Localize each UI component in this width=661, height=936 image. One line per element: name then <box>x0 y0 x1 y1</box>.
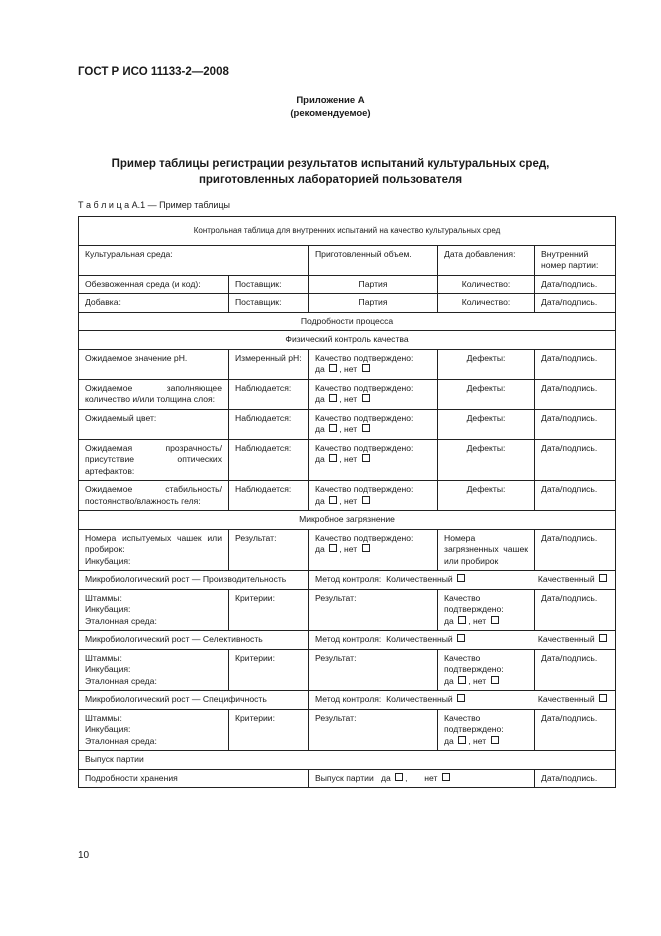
supplier-label: Поставщик: <box>229 275 309 294</box>
no-label: нет <box>472 675 487 686</box>
batch-release-cell: Выпуск партии да , нет <box>309 769 535 788</box>
table-row <box>79 481 616 511</box>
quality-confirmed-label: Качество подтверждено: <box>444 712 504 734</box>
qualitative-label: Качественный <box>537 574 595 584</box>
table-header-row <box>79 217 616 246</box>
physical-control-header: Физический контроль качества <box>79 331 616 350</box>
internal-batch-label: Внутренний номер партии: <box>535 245 616 275</box>
table-header: Контрольная таблица для внутренних испытаний на качество культуральных сред <box>79 217 616 246</box>
yes-label: да <box>444 615 454 626</box>
table-row <box>79 631 616 650</box>
culture-medium-label: Культуральная среда: <box>79 245 309 275</box>
date-sign-label: Дата/подпись. <box>535 481 616 511</box>
no-label: нет <box>343 364 358 374</box>
control-method-label: Метод контроля: <box>315 694 382 704</box>
yes-checkbox[interactable] <box>329 364 337 372</box>
observed-label: Наблюдается: <box>229 409 309 439</box>
quantitative-checkbox[interactable] <box>457 694 465 702</box>
dehydrated-medium-label: Обезвоженная среда (и код): <box>79 275 229 294</box>
yes-checkbox[interactable] <box>458 676 466 684</box>
batch-release-label: Выпуск партии <box>79 751 616 770</box>
page-number: 10 <box>78 850 90 861</box>
qualitative-label: Качественный <box>537 694 595 704</box>
quantitative-label: Количественный <box>386 574 453 584</box>
observed-label: Наблюдается: <box>229 481 309 511</box>
date-sign-label: Дата/подпись. <box>535 649 616 691</box>
yes-checkbox[interactable] <box>329 424 337 432</box>
control-method-label: Метод контроля: <box>315 574 382 584</box>
date-sign-label: Дата/подпись. <box>535 275 616 294</box>
date-sign-label: Дата/подпись. <box>535 379 616 409</box>
table-row <box>79 275 616 294</box>
control-method-cell <box>309 691 616 710</box>
no-label: нет <box>424 772 438 783</box>
expected-transparency-label: Ожидаемая прозрачность/присутствие оптических артефактов: <box>79 439 229 481</box>
microbial-contamination-header: Микробное загрязнение <box>79 511 616 530</box>
no-checkbox[interactable] <box>491 616 499 624</box>
expected-ph-label: Ожидаемое значение pH. <box>79 349 229 379</box>
date-sign-label: Дата/подпись. <box>535 439 616 481</box>
appendix-type: (рекомендуемое) <box>290 108 371 119</box>
date-sign-label: Дата/подпись. <box>535 349 616 379</box>
yes-checkbox[interactable] <box>329 544 337 552</box>
batch-label: Партия <box>309 294 438 313</box>
qualitative-checkbox[interactable] <box>599 694 607 702</box>
control-method-label: Метод контроля: <box>315 634 382 644</box>
yes-label: да <box>315 454 325 464</box>
quantity-label: Количество: <box>438 275 535 294</box>
document-code: ГОСТ Р ИСО 11133-2—2008 <box>78 66 229 78</box>
qualitative-checkbox[interactable] <box>599 574 607 582</box>
strains-label: Штаммы: Инкубация: Эталонная среда: <box>79 649 229 691</box>
result-label: Результат: <box>309 589 438 631</box>
no-label: нет <box>472 615 487 626</box>
contaminated-plates-label: Номера загрязненных чашек или пробирок <box>438 529 535 571</box>
quality-confirmed-label: Качество подтверждено: <box>444 652 504 674</box>
observed-label: Наблюдается: <box>229 439 309 481</box>
criteria-label: Критерии: <box>229 589 309 631</box>
observed-label: Наблюдается: <box>229 379 309 409</box>
table-row <box>79 589 616 631</box>
yes-checkbox[interactable] <box>458 616 466 624</box>
date-sign-label: Дата/подпись. <box>535 529 616 571</box>
measured-ph-label: Измеренный pH: <box>229 349 309 379</box>
date-sign-label: Дата/подпись. <box>535 409 616 439</box>
table-row <box>79 294 616 313</box>
qualitative-checkbox[interactable] <box>599 634 607 642</box>
yes-label: да <box>444 735 454 746</box>
title-line-2: приготовленных лабораторией пользователя <box>198 174 463 186</box>
strains-label: Штаммы: Инкубация: Эталонная среда: <box>79 589 229 631</box>
table-row <box>79 529 616 571</box>
quality-confirmed-label: Качество подтверждено: <box>444 592 504 614</box>
no-checkbox[interactable] <box>362 496 370 504</box>
no-checkbox[interactable] <box>362 424 370 432</box>
quantitative-label: Количественный <box>386 634 453 644</box>
table-row <box>79 691 616 710</box>
date-sign-label: Дата/подпись. <box>535 294 616 313</box>
strains-label: Штаммы: Инкубация: Эталонная среда: <box>79 709 229 751</box>
growth-selectivity-label: Микробиологический рост — Селективность <box>79 631 309 650</box>
no-label: нет <box>472 735 487 746</box>
supplement-label: Добавка: <box>79 294 229 313</box>
no-checkbox[interactable] <box>491 736 499 744</box>
qc-registration-table <box>78 216 616 788</box>
quality-confirmed-cell: Качество подтверждено: да , нет <box>438 709 535 751</box>
table-row <box>79 439 616 481</box>
table-row <box>79 245 616 275</box>
title-line-1: Пример таблицы регистрации результатов испытаний культуральных сред, <box>111 158 550 170</box>
yes-checkbox[interactable] <box>329 394 337 402</box>
yes-label: да <box>315 424 325 434</box>
quality-confirmed-cell: Качество подтверждено: да , нет <box>309 481 438 511</box>
date-sign-label: Дата/подпись. <box>535 589 616 631</box>
quantitative-checkbox[interactable] <box>457 634 465 642</box>
table-row <box>79 769 616 788</box>
result-label: Результат: <box>309 649 438 691</box>
no-label: нет <box>343 544 358 554</box>
no-checkbox[interactable] <box>362 394 370 402</box>
table-row <box>79 571 616 590</box>
defects-label: Дефекты: <box>438 409 535 439</box>
expected-fill-label: Ожидаемое заполняющее количество и/или толщина слоя: <box>79 379 229 409</box>
no-label: нет <box>343 424 358 434</box>
defects-label: Дефекты: <box>438 379 535 409</box>
table-caption: Т а б л и ц а А.1 — Пример таблицы <box>78 200 230 210</box>
supplier-label: Поставщик: <box>229 294 309 313</box>
release-yes-checkbox[interactable] <box>395 773 403 781</box>
quality-confirmed-cell: Качество подтверждено: да , нет <box>438 589 535 631</box>
defects-label: Дефекты: <box>438 439 535 481</box>
yes-checkbox[interactable] <box>329 454 337 462</box>
quantitative-label: Количественный <box>386 694 453 704</box>
section-row <box>79 331 616 350</box>
quality-confirmed-label: Качество подтверждено: <box>315 382 414 393</box>
date-sign-label: Дата/подпись. <box>535 769 616 788</box>
criteria-label: Критерии: <box>229 709 309 751</box>
quality-confirmed-cell: Качество подтверждено: да , нет <box>309 349 438 379</box>
yes-label: да <box>315 544 325 554</box>
no-label: нет <box>343 454 358 464</box>
control-method-cell <box>309 571 616 590</box>
table-row <box>79 349 616 379</box>
no-checkbox[interactable] <box>362 544 370 552</box>
quality-confirmed-cell: Качество подтверждено: да , нет <box>438 649 535 691</box>
table-row <box>79 379 616 409</box>
yes-checkbox[interactable] <box>329 496 337 504</box>
table-row <box>79 751 616 770</box>
table-row <box>79 409 616 439</box>
result-label: Результат: <box>229 529 309 571</box>
quality-confirmed-label: Качество подтверждено: <box>315 412 414 423</box>
table-row <box>79 709 616 751</box>
quality-confirmed-cell: Качество подтверждено: да , нет <box>309 529 438 571</box>
quality-confirmed-label: Качество подтверждено: <box>315 442 414 453</box>
quantity-label: Количество: <box>438 294 535 313</box>
no-checkbox[interactable] <box>491 676 499 684</box>
expected-color-label: Ожидаемый цвет: <box>79 409 229 439</box>
defects-label: Дефекты: <box>438 481 535 511</box>
quality-confirmed-label: Качество подтверждено: <box>315 532 414 543</box>
defects-label: Дефекты: <box>438 349 535 379</box>
quality-confirmed-label: Качество подтверждено: <box>315 484 414 494</box>
expected-stability-label: Ожидаемое стабильность/постоянство/влажность геля: <box>79 481 229 511</box>
tested-plates-label: Номера испытуемых чашек или пробирок: Инкубация: <box>79 529 229 571</box>
yes-label: да <box>315 495 325 506</box>
growth-specificity-label: Микробиологический рост — Специфичность <box>79 691 309 710</box>
release-no-checkbox[interactable] <box>442 773 450 781</box>
no-checkbox[interactable] <box>362 454 370 462</box>
quality-confirmed-cell: Качество подтверждено: да , нет <box>309 409 438 439</box>
appendix-label: Приложение А <box>296 95 365 106</box>
prepared-volume-label: Приготовленный объем. <box>309 245 438 275</box>
control-method-cell <box>309 631 616 650</box>
section-row <box>79 511 616 530</box>
criteria-label: Критерии: <box>229 649 309 691</box>
yes-label: да <box>315 364 325 374</box>
yes-label: да <box>380 772 391 783</box>
storage-details-label: Подробности хранения <box>79 769 309 788</box>
date-sign-label: Дата/подпись. <box>535 709 616 751</box>
quality-confirmed-cell: Качество подтверждено: да , нет <box>309 379 438 409</box>
quantitative-checkbox[interactable] <box>457 574 465 582</box>
section-row <box>79 312 616 331</box>
no-checkbox[interactable] <box>362 364 370 372</box>
result-label: Результат: <box>309 709 438 751</box>
yes-label: да <box>444 675 454 686</box>
batch-label: Партия <box>309 275 438 294</box>
process-details-header: Подробности процесса <box>79 312 616 331</box>
table-row <box>79 649 616 691</box>
no-label: нет <box>343 394 358 404</box>
yes-checkbox[interactable] <box>458 736 466 744</box>
quality-confirmed-label: Качество подтверждено: <box>315 352 414 363</box>
growth-productivity-label: Микробиологический рост — Производительность <box>79 571 309 590</box>
no-label: нет <box>343 495 358 506</box>
qualitative-label: Качественный <box>537 634 595 644</box>
quality-confirmed-cell: Качество подтверждено: да , нет <box>309 439 438 481</box>
date-added-label: Дата добавления: <box>438 245 535 275</box>
batch-release-inline-label: Выпуск партии <box>315 772 374 783</box>
yes-label: да <box>315 394 325 404</box>
